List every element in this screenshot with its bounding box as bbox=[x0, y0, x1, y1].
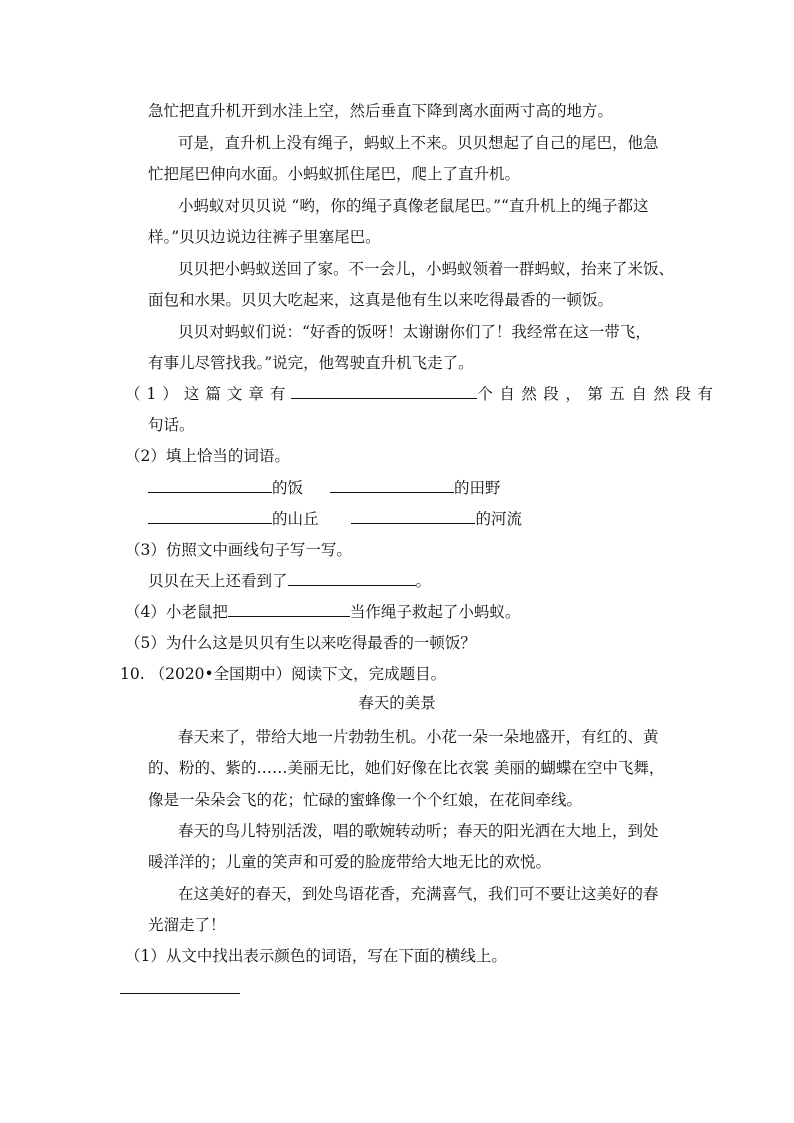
passage-line: 可是，直升机上没有绳子，蚂蚁上不来。贝贝想起了自己的尾巴，他急 bbox=[178, 134, 659, 152]
question-5-label: （5）为什么这是贝贝有生以来吃得最香的一顿饭？ bbox=[125, 634, 476, 652]
passage-line: 贝贝把小蚂蚁送回了家。不一会儿，小蚂蚁领着一群蚂蚁，抬来了米饭、 bbox=[178, 260, 675, 278]
passage-line: 在这美好的春天，到处鸟语花香，充满喜气，我们可不要让这美好的春 bbox=[178, 885, 659, 903]
passage-line: 面包和水果。贝贝大吃起来，这真是他有生以来吃得最香的一顿饭。 bbox=[148, 291, 614, 309]
word-fill-item: 的田野 bbox=[453, 479, 501, 497]
question-source: （2020•全国期中）阅读下文，完成题目。 bbox=[149, 665, 447, 683]
passage-line: 贝贝对蚂蚁们说：“好香的饭呀！太谢谢你们了！我经常在这一带飞， bbox=[178, 323, 651, 341]
question-10-1-label: （1）从文中找出表示颜色的词语，写在下面的横线上。 bbox=[125, 947, 507, 965]
question-1-suffix: 句话。 bbox=[148, 416, 195, 434]
passage-line: 春天的鸟儿特别活泼，唱的歌婉转动听；春天的阳光洒在大地上，到处 bbox=[178, 822, 659, 840]
answer-blank[interactable] bbox=[148, 478, 272, 493]
answer-blank[interactable] bbox=[228, 602, 350, 617]
question-4-suffix: 当作绳子救起了小蚂蚁。 bbox=[349, 603, 521, 621]
passage-line: 暖洋洋的；儿童的笑声和可爱的脸庞带给大地无比的欢悦。 bbox=[148, 853, 552, 871]
passage-line: 的、粉的、紫的……美丽无比，她们好像在比衣裳 美丽的蝴蝶在空中飞舞， bbox=[148, 759, 665, 777]
question-10-header bbox=[120, 664, 446, 684]
question-3-label: （3）仿照文中画线句子写一写。 bbox=[125, 541, 352, 559]
question-4-prefix: （4）小老鼠把 bbox=[125, 603, 228, 621]
passage-line: 光溜走了！ bbox=[148, 916, 226, 934]
passage-title: 春天的美景 bbox=[358, 694, 436, 712]
question-1-prefix: （1）这篇文章有 bbox=[125, 385, 292, 403]
passage-line: 样。”贝贝边说边往裤子里塞尾巴。 bbox=[148, 228, 381, 246]
question-3-end: 。 bbox=[415, 572, 432, 590]
passage-line: 急忙把直升机开到水洼上空，然后垂直下降到离水面两寸高的地方。 bbox=[148, 102, 614, 120]
word-fill-item: 的饭 bbox=[272, 479, 304, 497]
passage-line: 忙把尾巴伸向水面。小蚂蚁抓住尾巴，爬上了直升机。 bbox=[148, 165, 521, 183]
question-1-middle: 个自然段，第五自然段有 bbox=[477, 385, 720, 403]
question-2-row-1 bbox=[148, 478, 500, 498]
passage-line: 春天来了，带给大地一片勃勃生机。小花一朵一朵地盛开，有红的、黄 bbox=[178, 728, 659, 746]
passage-line: 像是一朵朵会飞的花；忙碌的蜜蜂像一个个红娘，在花间牵线。 bbox=[148, 791, 583, 809]
answer-blank[interactable] bbox=[351, 509, 475, 524]
question-1 bbox=[125, 384, 719, 404]
question-3-text: 贝贝在天上还看到了 bbox=[148, 572, 288, 590]
answer-blank[interactable] bbox=[330, 478, 454, 493]
question-number: 10. bbox=[120, 665, 145, 683]
answer-blank[interactable] bbox=[148, 509, 272, 524]
question-2-label: （2）填上恰当的词语。 bbox=[125, 447, 290, 465]
answer-blank[interactable] bbox=[291, 384, 477, 399]
passage-line: 有事儿尽管找我。”说完，他驾驶直升机飞走了。 bbox=[148, 354, 474, 372]
word-fill-item: 的河流 bbox=[475, 510, 522, 528]
question-4 bbox=[125, 602, 520, 622]
answer-line[interactable] bbox=[120, 993, 240, 994]
question-3-sentence bbox=[148, 571, 431, 591]
word-fill-item: 的山丘 bbox=[272, 510, 319, 528]
passage-line: 小蚂蚁对贝贝说 “哟，你的绳子真像老鼠尾巴。”“直升机上的绳子都这 bbox=[178, 197, 649, 215]
question-2-row-2 bbox=[148, 509, 522, 529]
answer-blank[interactable] bbox=[288, 571, 416, 586]
